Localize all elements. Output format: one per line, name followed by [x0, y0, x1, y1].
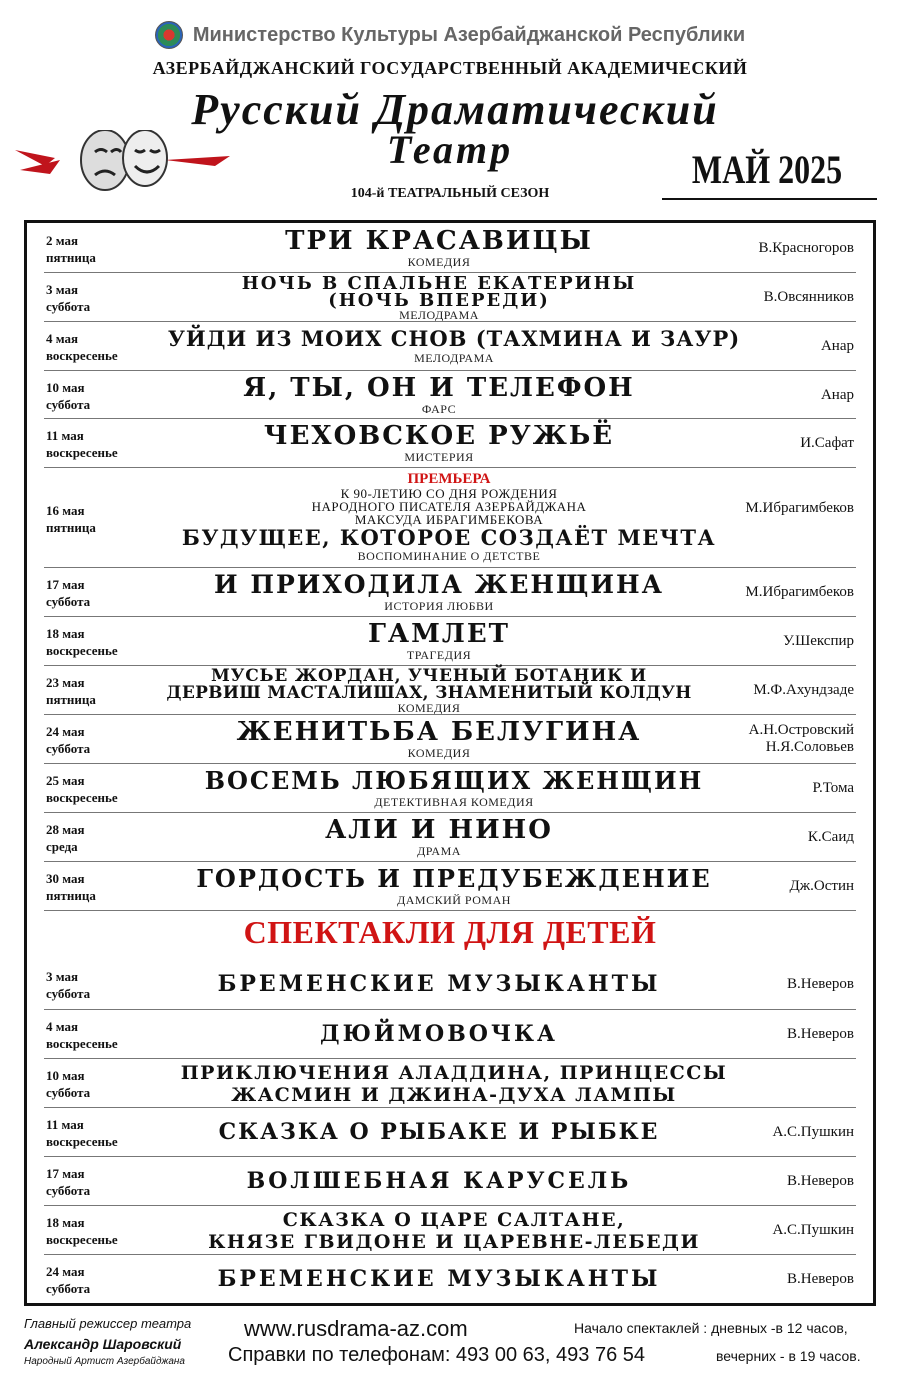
show-author: К.Саид	[807, 829, 854, 845]
show-author: А.С.Пушкин	[772, 1124, 854, 1140]
row-date: 4 мая воскресенье	[46, 331, 118, 363]
row-show	[154, 1020, 724, 1048]
director-title: Народный Артист Азербайджана	[24, 1356, 185, 1367]
row-show	[154, 717, 724, 760]
show-title: ВОЛШЕБНАЯ КАРУСЕЛЬ	[246, 1168, 632, 1194]
show-genre: ВОСПОМИНАНИЕ О ДЕТСТВЕ	[357, 549, 541, 563]
show-title: МУСЬЕ ЖОРДАН, УЧЕНЫЙ БОТАНИК И	[211, 666, 647, 686]
website-link[interactable]: www.rusdrama-az.com	[244, 1316, 468, 1341]
show-author: В.Красногоров	[758, 240, 854, 256]
show-title: ДЕРВИШ МАСТАЛИШАХ, ЗНАМЕНИТЫЙ КОЛДУН	[166, 683, 692, 703]
show-author: Р.Тома	[812, 780, 854, 796]
row-date: 11 мая воскресенье	[46, 428, 118, 460]
show-genre: КОМЕДИЯ	[407, 746, 471, 760]
row-date: 17 мая суббота	[46, 1166, 91, 1198]
show-genre: ДРАМА	[417, 844, 461, 858]
show-genre: КОМЕДИЯ	[407, 255, 471, 269]
row-date: 10 мая суббота	[46, 380, 91, 412]
row-show	[154, 619, 724, 662]
row-date: 11 мая воскресенье	[46, 1117, 118, 1149]
row-date: 4 мая воскресенье	[46, 1019, 118, 1051]
phone-info: Справки по телефонам: 493 00 63, 493 76 54	[228, 1344, 645, 1366]
show-author: И.Сафат	[800, 435, 854, 451]
row-date: 24 мая суббота	[46, 724, 91, 756]
row-show	[154, 970, 724, 998]
show-author: В.Неверов	[787, 976, 854, 992]
row-show	[154, 815, 724, 858]
show-title: БРЕМЕНСКИЕ МУЗЫКАНТЫ	[217, 971, 661, 997]
show-title: (НОЧЬ ВПЕРЕДИ)	[328, 290, 550, 311]
show-author: В.Неверов	[787, 1026, 854, 1042]
show-title: ВОСЕМЬ ЛЮБЯЩИХ ЖЕНЩИН	[204, 766, 704, 795]
theatre-name-line2: Театр	[386, 127, 514, 172]
dedication: НАРОДНОГО ПИСАТЕЛЯ АЗЕРБАЙДЖАНА	[311, 499, 587, 514]
ministry-name: Министерство Культуры Азербайджанской Республики	[192, 23, 746, 46]
schedule-row	[44, 665, 856, 715]
kids-heading: СПЕКТАКЛИ ДЛЯ ДЕТЕЙ	[243, 914, 657, 950]
show-title: Я, ТЫ, ОН И ТЕЛЕФОН	[243, 373, 635, 403]
show-authors: А.Н.Островский Н.Я.Соловьев	[748, 722, 854, 755]
show-title: И ПРИХОДИЛА ЖЕНЩИНА	[214, 570, 664, 599]
schedule-row	[44, 321, 856, 371]
schedule-row	[44, 960, 856, 1009]
row-date: 16 мая пятница	[46, 503, 96, 535]
row-show	[144, 1062, 764, 1106]
show-title: БУДУЩЕЕ, КОТОРОЕ СОЗДАЁТ МЕЧТА	[181, 525, 717, 550]
row-date: 18 мая воскресенье	[46, 626, 118, 658]
row-date: 28 мая среда	[46, 822, 85, 854]
show-title: ЧЕХОВСКОЕ РУЖЬЁ	[263, 421, 615, 451]
show-author: У.Шекспир	[783, 633, 854, 649]
schedule-row	[44, 1156, 856, 1206]
show-genre: ИСТОРИЯ ЛЮБВИ	[384, 599, 494, 613]
schedule-row	[44, 418, 856, 468]
schedule-row	[44, 1205, 856, 1255]
show-author: М.Ф.Ахундзаде	[753, 682, 854, 698]
schedule-row	[44, 467, 856, 568]
schedule-row	[44, 616, 856, 666]
row-date: 2 мая пятница	[46, 233, 96, 265]
row-date: 17 мая суббота	[46, 577, 91, 609]
show-title: ГАМЛЕТ	[367, 619, 511, 649]
show-author: М.Ибрагимбеков	[745, 500, 854, 516]
show-author: А.С.Пушкин	[772, 1222, 854, 1238]
show-author: Анар	[820, 338, 854, 354]
schedule-row	[44, 1009, 856, 1059]
show-genre: ТРАГЕДИЯ	[406, 648, 472, 662]
show-title: СКАЗКА О ЦАРЕ САЛТАНЕ,	[282, 1209, 626, 1231]
show-title: НОЧЬ В СПАЛЬНЕ ЕКАТЕРИНЫ	[241, 273, 637, 294]
show-title: ТРИ КРАСАВИЦЫ	[285, 226, 593, 256]
row-date: 23 мая пятница	[46, 675, 96, 707]
show-title: ГОРДОСТЬ И ПРЕДУБЕЖДЕНИЕ	[196, 864, 712, 893]
azerbaijan-emblem-icon	[155, 21, 183, 49]
row-show	[154, 226, 724, 269]
schedule-row	[44, 1107, 856, 1157]
show-title: КНЯЗЕ ГВИДОНЕ И ЦАРЕВНЕ-ЛЕБЕДИ	[208, 1231, 700, 1253]
show-author: Дж.Остин	[789, 878, 854, 894]
row-date: 24 мая суббота	[46, 1264, 91, 1296]
row-show	[154, 421, 724, 464]
show-genre: ДЕТЕКТИВНАЯ КОМЕДИЯ	[374, 795, 534, 809]
theatre-name-line1: Русский Драматический	[191, 85, 719, 134]
row-date: 25 мая воскресенье	[46, 773, 118, 805]
start-times: вечерних - в 19 часов.	[716, 1348, 861, 1364]
row-show	[144, 766, 764, 809]
show-genre: МЕЛОДРАМА	[399, 308, 479, 322]
show-genre: МЕЛОДРАМА	[414, 351, 494, 365]
row-show	[154, 373, 724, 416]
row-show	[154, 1167, 724, 1195]
show-author: Анар	[820, 387, 854, 403]
show-title: ЖЕНИТЬБА БЕЛУГИНА	[236, 717, 642, 747]
row-show	[144, 1209, 764, 1253]
row-show	[134, 668, 724, 715]
show-author: В.Неверов	[787, 1173, 854, 1189]
divider	[662, 198, 877, 200]
row-date: 30 мая пятница	[46, 871, 96, 903]
schedule-row	[44, 714, 856, 764]
dedication: К 90-ЛЕТИЮ СО ДНЯ РОЖДЕНИЯ	[340, 486, 558, 501]
month-label: МАЙ 2025	[691, 147, 843, 192]
theatre-masks-icon	[15, 130, 235, 200]
show-title: УЙДИ ИЗ МОИХ СНОВ (ТАХМИНА И ЗАУР)	[167, 326, 741, 351]
show-title: БРЕМЕНСКИЕ МУЗЫКАНТЫ	[217, 1266, 661, 1292]
schedule-row	[44, 224, 856, 272]
row-show	[154, 1118, 724, 1146]
premiere-badge: ПРЕМЬЕРА	[407, 471, 491, 487]
row-date: 3 мая суббота	[46, 282, 91, 314]
schedule-row	[44, 1058, 856, 1108]
schedule-row	[44, 812, 856, 862]
schedule-row	[44, 1254, 856, 1303]
schedule-row	[44, 567, 856, 617]
director-role: Главный режиссер театра	[24, 1316, 192, 1331]
row-show	[154, 570, 724, 613]
schedule-row	[44, 763, 856, 813]
row-show	[134, 471, 764, 563]
season-label: 104-й ТЕАТРАЛЬНЫЙ СЕЗОН	[350, 186, 550, 201]
show-genre: ДАМСКИЙ РОМАН	[397, 893, 511, 907]
director-name: Александр Шаровский	[24, 1336, 182, 1352]
show-title: ЖАСМИН И ДЖИНА-ДУХА ЛАМПЫ	[231, 1084, 677, 1106]
show-title: ПРИКЛЮЧЕНИЯ АЛАДДИНА, ПРИНЦЕССЫ	[180, 1062, 728, 1084]
row-show	[144, 326, 764, 365]
show-author: В.Неверов	[787, 1271, 854, 1287]
show-title: ДЮЙМОВОЧКА	[320, 1021, 558, 1047]
show-genre: КОМЕДИЯ	[397, 701, 461, 715]
schedule-row	[44, 370, 856, 419]
show-author: М.Ибрагимбеков	[745, 584, 854, 600]
show-title: АЛИ И НИНО	[325, 815, 553, 845]
row-date: 3 мая суббота	[46, 969, 91, 1001]
row-show	[154, 275, 724, 322]
row-date: 18 мая воскресенье	[46, 1215, 118, 1247]
show-title: СКАЗКА О РЫБАКЕ И РЫБКЕ	[218, 1119, 660, 1145]
start-times: Начало спектаклей : дневных -в 12 часов,	[574, 1320, 848, 1336]
show-author: В.Овсянников	[763, 289, 854, 305]
ministry-row	[0, 18, 900, 52]
row-show	[154, 1265, 724, 1293]
schedule-row	[44, 272, 856, 322]
schedule-row	[44, 861, 856, 911]
theatre-state-title: АЗЕРБАЙДЖАНСКИЙ ГОСУДАРСТВЕННЫЙ АКАДЕМИЧЕСКИЙ	[152, 58, 748, 78]
dedication: МАКСУДА ИБРАГИМБЕКОВА	[354, 512, 544, 527]
row-show	[144, 864, 764, 907]
show-genre: ФАРС	[421, 402, 457, 416]
row-date: 10 мая суббота	[46, 1068, 91, 1100]
show-genre: МИСТЕРИЯ	[404, 450, 474, 464]
